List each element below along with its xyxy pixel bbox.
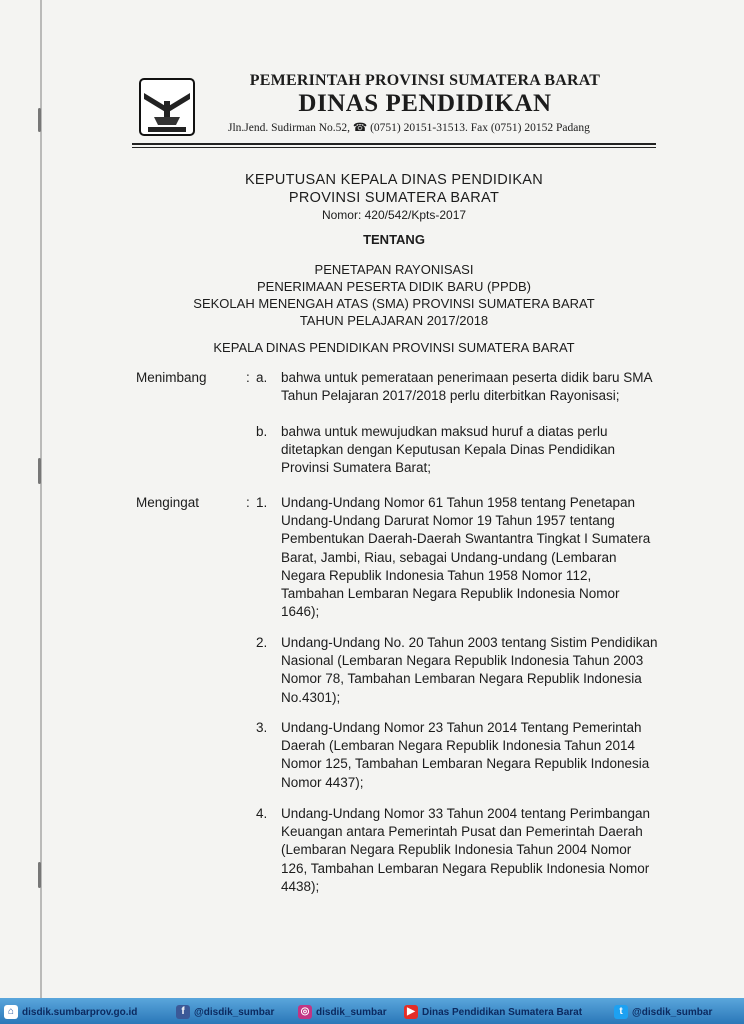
menimbang-item-b: bahwa untuk mewujudkan maksud huruf a diatas perlu ditetapkan dengan Keputusan Kepala Dinas Pendidikan Provinsi Sumatera Barat; [281, 424, 616, 476]
binding-edge [40, 0, 42, 1000]
decree-province: PROVINSI SUMATERA BARAT [288, 190, 500, 206]
home-icon: ⌂ [4, 1005, 18, 1019]
staple-mark [38, 862, 41, 888]
province-logo [138, 77, 196, 137]
twitter-icon: t [614, 1005, 628, 1019]
item-marker: a. [256, 370, 268, 385]
agency-name: DINAS PENDIDIKAN [298, 90, 552, 117]
youtube-link[interactable]: ▶ Dinas Pendidikan Sumatera Barat [404, 1005, 582, 1019]
youtube-icon: ▶ [404, 1005, 418, 1019]
menimbang-label: Menimbang [136, 370, 207, 385]
staple-mark [38, 108, 41, 132]
subject-line: PENERIMAAN PESERTA DIDIK BARU (PPDB) [256, 279, 532, 294]
subject-line: TAHUN PELAJARAN 2017/2018 [299, 313, 489, 328]
staple-mark [38, 458, 41, 484]
colon: : [246, 370, 250, 385]
item-marker: 4. [256, 806, 268, 821]
subject-line: PENETAPAN RAYONISASI [314, 262, 474, 277]
mengingat-item-1: Undang-Undang Nomor 61 Tahun 1958 tentang Penetapan Undang-Undang Darurat Nomor 19 Tahun 1957 tentang Pembentukan Daerah-Daerah Swantantra Tingkat I Sumatera Barat, Jambi, Riau, sebagai Undang-undang (Lembaran Negara Republik Indonesia Tahun 1958 Nomor 112, Tambahan Lembaran Negara Republik Indonesia Nomor 1646); [281, 495, 651, 620]
item-marker: b. [256, 424, 268, 439]
colon: : [246, 495, 250, 510]
facebook-link[interactable]: f @disdik_sumbar [176, 1005, 274, 1019]
instagram-icon: ◎ [298, 1005, 312, 1019]
header-rule [132, 143, 656, 145]
mengingat-label: Mengingat [136, 495, 200, 510]
facebook-icon: f [176, 1005, 190, 1019]
mengingat-item-3: Undang-Undang Nomor 23 Tahun 2014 Tentang Pemerintah Daerah (Lembaran Negara Republik Indonesia Tahun 2014 Nomor 125, Tambahan Lembaran Negara Republik Indonesia Nomor 4437); [281, 720, 650, 790]
item-marker: 1. [256, 495, 268, 510]
official-title: KEPALA DINAS PENDIDIKAN PROVINSI SUMATERA BARAT [213, 340, 575, 355]
item-marker: 2. [256, 635, 268, 650]
government-name: PEMERINTAH PROVINSI SUMATERA BARAT [249, 72, 601, 89]
agency-address: Jln.Jend. Sudirman No.52, ☎ (0751) 20151-31513. Fax (0751) 20152 Padang [228, 122, 590, 134]
mengingat-item-2: Undang-Undang No. 20 Tahun 2003 tentang Sistim Pendidikan Nasional (Lembaran Negara Republik Indonesia Tahun 2003 Nomor 78, Tambahan Lembaran Negara Republik Indonesia No.4301); [281, 635, 658, 705]
subject-line: SEKOLAH MENENGAH ATAS (SMA) PROVINSI SUMATERA BARAT [193, 296, 595, 311]
instagram-link[interactable]: ◎ disdik_sumbar [298, 1005, 387, 1019]
decree-number: Nomor: 420/542/Kpts-2017 [321, 208, 467, 222]
twitter-link[interactable]: t @disdik_sumbar [614, 1005, 712, 1019]
mengingat-item-4: Undang-Undang Nomor 33 Tahun 2004 tentang Perimbangan Keuangan antara Pemerintah Pusat dan Pemerintah Daerah (Lembaran Negara Republik Indonesia Tahun 2004 Nomor 126, Tambahan Lembaran Negara Republik Indonesia Nomor 4438); [281, 806, 651, 894]
website-link[interactable]: ⌂ disdik.sumbarprov.go.id [4, 1005, 137, 1019]
header-rule-thin [132, 147, 656, 148]
item-marker: 3. [256, 720, 268, 735]
decree-title: KEPUTUSAN KEPALA DINAS PENDIDIKAN [244, 172, 544, 188]
tentang-heading: TENTANG [363, 232, 425, 247]
menimbang-item-a: bahwa untuk pemerataan penerimaan peserta didik baru SMA Tahun Pelajaran 2017/2018 perlu diterbitkan Rayonisasi; [281, 370, 653, 404]
